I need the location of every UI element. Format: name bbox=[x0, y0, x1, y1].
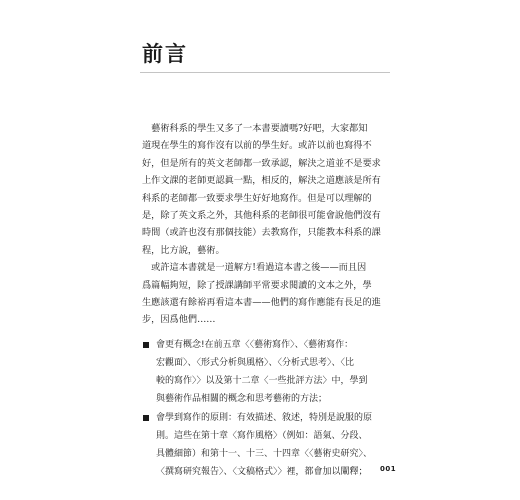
bullet-line: 與藝術作品相關的概念和思考藝術的方法； bbox=[156, 394, 328, 405]
text-line: 生應該還有餘裕再看這本書——他們的寫作應能有長足的進 bbox=[142, 297, 381, 309]
text-line: 好，但是所有的英文老師都一致承認，解決之道並不是要求 bbox=[142, 157, 381, 169]
bullet-list bbox=[142, 336, 397, 482]
text-line: 上作文課的老師更認眞一點，相反的，解決之道應該是所有 bbox=[142, 175, 381, 187]
body-text bbox=[142, 120, 397, 482]
page-title: 前言 bbox=[142, 42, 188, 66]
text-line: 藝術科系的學生又多了一本書要讀嗎?好吧，大家都知 bbox=[142, 123, 368, 134]
text-line: 程，比方說，藝術。 bbox=[142, 244, 225, 256]
bullet-line: 會更有概念!在前五章〈〈藝術寫作〉、〈藝術寫作： bbox=[156, 339, 354, 350]
bullet-line: 則。這些在第十章〈寫作風格〉（例如：語氣、分段、 bbox=[156, 430, 368, 441]
bullet-line: 較的寫作〉〉以及第十二章〈一些批評方法〉中，學到 bbox=[156, 376, 368, 387]
bullet-line: 〈撰寫研究報告〉、〈文稿格式〉〉裡，都會加以闡釋； bbox=[156, 467, 368, 478]
text-line: 步，因爲他們…… bbox=[142, 314, 216, 326]
bullet-item bbox=[142, 409, 397, 482]
bullet-line: 會學到寫作的原則：有效描述、敘述，特別是說服的原 bbox=[156, 412, 373, 423]
text-line: 時間（或許也沒有那個技能）去教寫作，只能教本科系的課 bbox=[142, 227, 381, 239]
paragraph-2 bbox=[142, 259, 394, 329]
bullet-line: 具體細節）和第十一、十三、十四章〈〈藝術史研究〉、 bbox=[156, 449, 373, 460]
title-divider bbox=[140, 72, 390, 73]
text-line: 道現在學生的寫作沒有以前的學生好。或許以前也寫得不 bbox=[142, 140, 372, 152]
bullet-item bbox=[142, 336, 394, 409]
text-line: 或許這本書就是一道解方!看過這本書之後——而且因 bbox=[142, 262, 367, 274]
square-bullet-icon bbox=[143, 342, 149, 348]
text-line: 科系的老師都一致要求學生好好地寫作。但是可以理解的 bbox=[142, 192, 372, 204]
paragraph-1 bbox=[142, 120, 394, 259]
square-bullet-icon bbox=[143, 415, 149, 421]
page-number: 001 bbox=[380, 465, 397, 473]
text-line: 爲篇幅夠短，除了授課講師平常要求閱讀的文本之外，學 bbox=[142, 279, 372, 291]
bullet-line: 宏觀面〉、〈形式分析與風格〉、〈分析式思考〉、〈比 bbox=[156, 358, 355, 369]
text-line: 是，除了英文系之外，其他科系的老師很可能會說他們沒有 bbox=[142, 210, 381, 222]
